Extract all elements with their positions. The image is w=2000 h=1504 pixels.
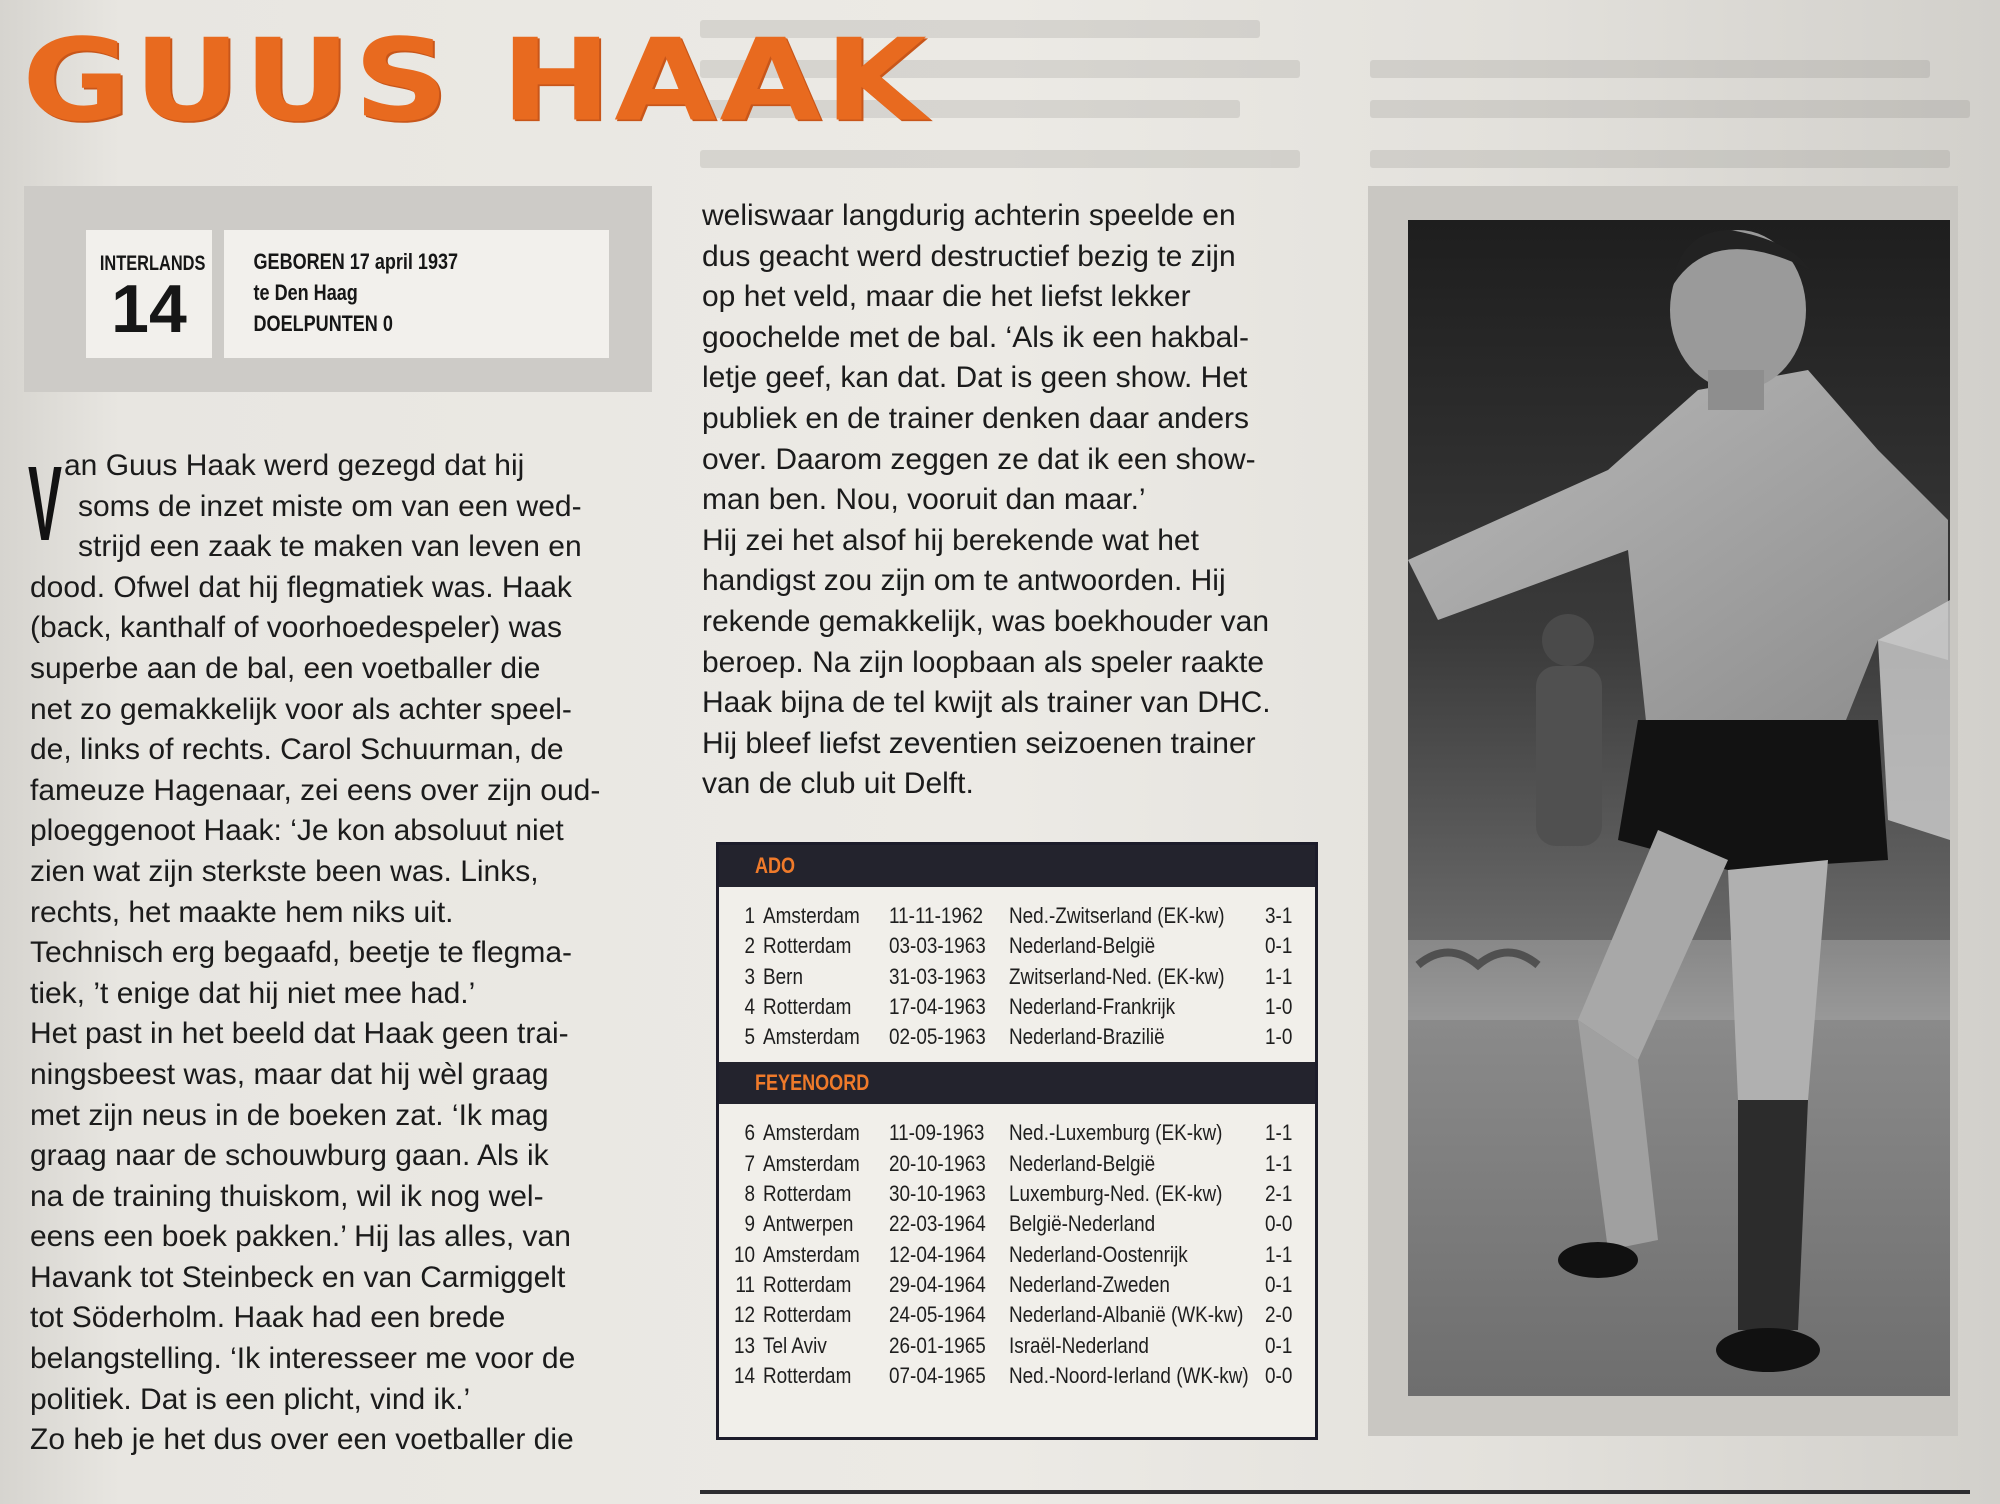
article-line: na de training thuiskom, wil ik nog wel- bbox=[30, 1179, 544, 1213]
club-header bbox=[719, 1062, 1315, 1104]
match-date: 12-04-1964 bbox=[889, 1241, 986, 1267]
match-city: Rotterdam bbox=[763, 1362, 852, 1388]
player-stats-box bbox=[24, 186, 652, 392]
match-number: 6 bbox=[744, 1120, 755, 1146]
match-score: 2-0 bbox=[1265, 1302, 1293, 1328]
match-date: 22-03-1964 bbox=[889, 1211, 986, 1237]
match-date: 02-05-1963 bbox=[889, 1024, 986, 1050]
article-line: handigst zou zijn om te antwoorden. Hij bbox=[702, 564, 1226, 598]
match-city: Rotterdam bbox=[763, 1302, 852, 1328]
article-line: superbe aan de bal, een voetballer die bbox=[30, 651, 541, 685]
match-number: 12 bbox=[733, 1302, 755, 1328]
match-teams: België-Nederland bbox=[1009, 1211, 1156, 1237]
article-line: Hij bleef liefst zeventien seizoenen trainer bbox=[702, 726, 1256, 760]
match-date: 24-05-1964 bbox=[889, 1302, 986, 1328]
article-line: net zo gemakkelijk voor als achter speel- bbox=[30, 692, 572, 726]
match-number: 5 bbox=[744, 1024, 755, 1050]
match-teams: Israël-Nederland bbox=[1009, 1332, 1149, 1358]
article-line: man ben. Nou, vooruit dan maar.’ bbox=[702, 483, 1146, 517]
match-number: 3 bbox=[744, 963, 755, 989]
club-match-list bbox=[719, 1104, 1315, 1401]
match-teams: Zwitserland-Ned. (EK-kw) bbox=[1009, 963, 1225, 989]
article-line: letje geef, kan dat. Dat is geen show. Het bbox=[702, 361, 1248, 395]
matches-table bbox=[716, 842, 1318, 1440]
match-score: 1-0 bbox=[1265, 993, 1293, 1019]
match-number: 8 bbox=[744, 1181, 755, 1207]
match-score: 0-0 bbox=[1265, 1362, 1293, 1388]
match-city: Antwerpen bbox=[763, 1211, 854, 1237]
match-teams: Nederland-Brazilië bbox=[1009, 1024, 1165, 1050]
article-line: fameuze Hagenaar, zei eens over zijn oud- bbox=[30, 773, 601, 807]
article-line: strijd een zaak te maken van leven en bbox=[78, 530, 582, 564]
drop-cap: V bbox=[28, 445, 62, 563]
match-score: 0-1 bbox=[1265, 1332, 1293, 1358]
article-line: goochelde met de bal. ‘Als ik een hakbal- bbox=[702, 320, 1250, 354]
article-line: ningsbeest was, maar dat hij wèl graag bbox=[30, 1057, 549, 1091]
goals-count: DOELPUNTEN 0 bbox=[253, 311, 393, 336]
article-line: (back, kanthalf of voorhoedespeler) was bbox=[30, 611, 562, 645]
match-teams: Nederland-Oostenrijk bbox=[1009, 1241, 1188, 1267]
match-score: 1-1 bbox=[1265, 1120, 1293, 1146]
match-score: 0-0 bbox=[1265, 1211, 1293, 1237]
article-line: eens een boek pakken.’ Hij las alles, van bbox=[30, 1220, 571, 1254]
match-city: Amsterdam bbox=[763, 1241, 860, 1267]
match-score: 0-1 bbox=[1265, 933, 1293, 959]
match-city: Rotterdam bbox=[763, 933, 852, 959]
match-city: Bern bbox=[763, 963, 803, 989]
match-teams: Luxemburg-Ned. (EK-kw) bbox=[1009, 1181, 1223, 1207]
article-title: GUUS HAAK bbox=[22, 14, 930, 147]
article-line: beroep. Na zijn loopbaan als speler raakte bbox=[702, 645, 1265, 679]
table-row bbox=[719, 1270, 1315, 1300]
match-score: 1-1 bbox=[1265, 1150, 1293, 1176]
match-date: 31-03-1963 bbox=[889, 963, 986, 989]
article-column-1 bbox=[30, 446, 670, 1461]
article-line: de, links of rechts. Carol Schuurman, de bbox=[30, 733, 564, 767]
match-number: 9 bbox=[744, 1211, 755, 1237]
match-teams: Ned.-Noord-Ierland (WK-kw) bbox=[1009, 1362, 1249, 1388]
article-line: Haak bijna de tel kwijt als trainer van DHC. bbox=[702, 686, 1271, 720]
match-score: 0-1 bbox=[1265, 1271, 1293, 1297]
player-photo bbox=[1408, 220, 1950, 1396]
article-line: rekende gemakkelijk, was boekhouder van bbox=[702, 604, 1269, 638]
article-line: tot Söderholm. Haak had een brede bbox=[30, 1301, 506, 1335]
footballer-photo-illustration bbox=[1408, 220, 1950, 1396]
match-number: 10 bbox=[733, 1241, 755, 1267]
match-teams: Nederland-België bbox=[1009, 1150, 1156, 1176]
article-line: op het veld, maar die het liefst lekker bbox=[702, 280, 1191, 314]
article-line: publiek en de trainer denken daar anders bbox=[702, 401, 1250, 435]
article-line: van de club uit Delft. bbox=[702, 767, 974, 801]
article-line: ploeggenoot Haak: ‘Je kon absoluut niet bbox=[30, 814, 564, 848]
match-teams: Nederland-Albanië (WK-kw) bbox=[1009, 1302, 1244, 1328]
match-city: Amsterdam bbox=[763, 903, 860, 928]
match-score: 2-1 bbox=[1265, 1181, 1293, 1207]
interlands-count: 14 bbox=[111, 271, 187, 347]
article-line: Zo heb je het dus over een voetballer die bbox=[30, 1423, 574, 1457]
match-date: 29-04-1964 bbox=[889, 1271, 986, 1297]
birth-date: GEBOREN 17 april 1937 bbox=[253, 249, 459, 274]
article-line: graag naar de schouwburg gaan. Als ik bbox=[30, 1139, 549, 1173]
article-line: Het past in het beeld dat Haak geen trai- bbox=[30, 1017, 569, 1051]
table-row bbox=[719, 1022, 1315, 1052]
match-number: 13 bbox=[733, 1332, 755, 1358]
match-date: 03-03-1963 bbox=[889, 933, 986, 959]
match-score: 1-0 bbox=[1265, 1024, 1293, 1050]
match-city: Rotterdam bbox=[763, 993, 852, 1019]
table-row bbox=[719, 1300, 1315, 1330]
article-line: met zijn neus in de boeken zat. ‘Ik mag bbox=[30, 1098, 549, 1132]
match-number: 1 bbox=[744, 903, 755, 928]
table-row bbox=[719, 1118, 1315, 1148]
article-line: soms de inzet miste om van een wed- bbox=[78, 489, 582, 523]
article-line: belangstelling. ‘Ik interesseer me voor de bbox=[30, 1342, 576, 1376]
article-line: dus geacht werd destructief bezig te zijn bbox=[702, 239, 1236, 273]
table-row bbox=[719, 901, 1315, 931]
match-date: 11-09-1963 bbox=[889, 1120, 985, 1146]
match-date: 07-04-1965 bbox=[889, 1362, 986, 1388]
table-row bbox=[719, 1361, 1315, 1391]
article-line: rechts, het maakte hem niks uit. bbox=[30, 895, 454, 929]
table-row bbox=[719, 1331, 1315, 1361]
match-date: 17-04-1963 bbox=[889, 993, 986, 1019]
match-city: Rotterdam bbox=[763, 1181, 852, 1207]
article-line: weliswaar langdurig achterin speelde en bbox=[702, 199, 1236, 232]
match-number: 2 bbox=[744, 933, 755, 959]
match-teams: Ned.-Zwitserland (EK-kw) bbox=[1009, 903, 1225, 928]
table-row bbox=[719, 931, 1315, 961]
match-city: Tel Aviv bbox=[763, 1332, 827, 1358]
article-line: zien wat zijn sterkste been was. Links, bbox=[30, 854, 539, 888]
match-teams: Nederland-Zweden bbox=[1009, 1271, 1170, 1297]
article-column-2 bbox=[702, 196, 1342, 805]
match-number: 7 bbox=[744, 1150, 755, 1176]
article-line: an Guus Haak werd gezegd dat hij bbox=[64, 449, 525, 482]
interlands-label: INTERLANDS bbox=[99, 252, 206, 275]
match-city: Rotterdam bbox=[763, 1271, 852, 1297]
table-row bbox=[719, 1240, 1315, 1270]
club-name: FEYENOORD bbox=[755, 1070, 870, 1096]
article-line: Technisch erg begaafd, beetje te flegma- bbox=[30, 936, 573, 970]
match-number: 4 bbox=[744, 993, 755, 1019]
footer-rule bbox=[700, 1490, 1970, 1494]
article-line: over. Daarom zeggen ze dat ik een show- bbox=[702, 442, 1256, 476]
match-teams: Ned.-Luxemburg (EK-kw) bbox=[1009, 1120, 1223, 1146]
table-row bbox=[719, 1149, 1315, 1179]
birth-place: te Den Haag bbox=[253, 280, 358, 305]
table-row bbox=[719, 1179, 1315, 1209]
interlands-card bbox=[86, 230, 212, 358]
match-number: 11 bbox=[735, 1271, 755, 1297]
birth-info-card bbox=[224, 230, 609, 358]
match-date: 20-10-1963 bbox=[889, 1150, 986, 1176]
match-date: 26-01-1965 bbox=[889, 1332, 986, 1358]
article-line: dood. Ofwel dat hij flegmatiek was. Haak bbox=[30, 570, 572, 604]
match-date: 30-10-1963 bbox=[889, 1181, 986, 1207]
match-score: 3-1 bbox=[1265, 903, 1293, 928]
match-teams: Nederland-Frankrijk bbox=[1009, 993, 1176, 1019]
match-date: 11-11-1962 bbox=[889, 903, 983, 928]
club-match-list bbox=[719, 887, 1315, 1062]
match-city: Amsterdam bbox=[763, 1150, 860, 1176]
table-row bbox=[719, 992, 1315, 1022]
club-name: ADO bbox=[755, 853, 796, 878]
table-row bbox=[719, 1209, 1315, 1239]
club-header bbox=[719, 845, 1315, 887]
match-score: 1-1 bbox=[1265, 1241, 1293, 1267]
match-city: Amsterdam bbox=[763, 1120, 860, 1146]
article-line: Hij zei het alsof hij berekende wat het bbox=[702, 523, 1199, 557]
article-line: tiek, ’t enige dat hij niet mee had.’ bbox=[30, 976, 476, 1010]
table-row bbox=[719, 962, 1315, 992]
match-score: 1-1 bbox=[1265, 963, 1293, 989]
match-city: Amsterdam bbox=[763, 1024, 860, 1050]
match-number: 14 bbox=[733, 1362, 755, 1388]
article-line: politiek. Dat is een plicht, vind ik.’ bbox=[30, 1382, 471, 1416]
article-line: Havank tot Steinbeck en van Carmiggelt bbox=[30, 1260, 566, 1294]
match-teams: Nederland-België bbox=[1009, 933, 1156, 959]
